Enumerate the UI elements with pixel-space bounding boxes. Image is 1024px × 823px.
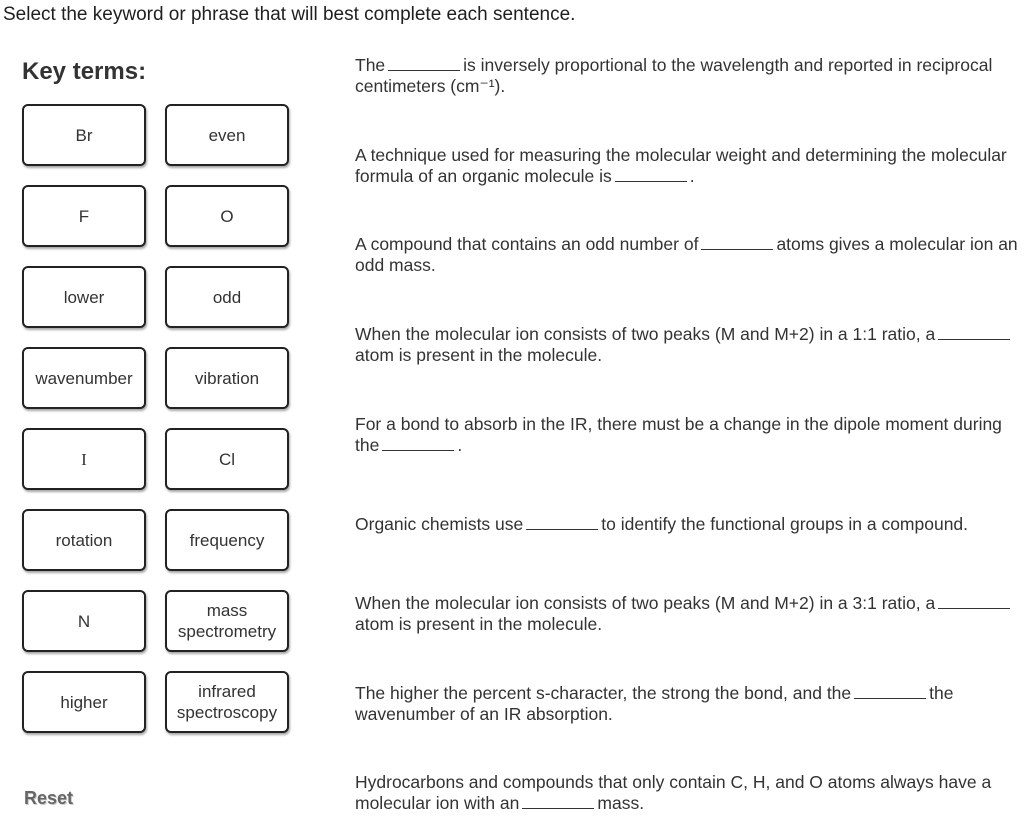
answer-blank[interactable] [388,56,460,71]
term-wavenumber[interactable] [22,347,146,409]
term-label: vibration [194,368,260,388]
sentence-text-after: mass. [597,793,645,813]
answer-blank[interactable] [854,684,926,699]
term-odd[interactable] [165,266,289,328]
sentence-text-before: When the molecular ion consists of two peaks (M and M+2) in a 1:1 ratio, a [355,324,936,344]
reset-button[interactable]: Reset [24,788,74,808]
sentence-text-after: atom is present in the molecule. [355,614,603,634]
term-label: F [78,206,90,226]
term-label-line1: mass [206,601,248,620]
term-label-line1: infrared [198,682,256,701]
sentence-text-after: is inversely proportional to the wavelength and reported in reciprocal centimeters (cm⁻¹). [355,55,993,96]
term-lower[interactable] [22,266,146,328]
term-br[interactable] [22,104,146,166]
sentence-text-before: Organic chemists use [355,514,524,534]
sentence-text-after: atom is present in the molecule. [355,345,603,365]
answer-blank[interactable] [522,794,594,809]
term-label: lower [63,287,105,307]
term-label: N [77,611,91,631]
instructions-text: Select the keyword or phrase that will best complete each sentence. [3,4,576,25]
term-i[interactable] [22,428,146,490]
term-n[interactable] [22,590,146,652]
sentence-text-after: . [457,435,463,455]
term-cl[interactable] [165,428,289,490]
term-f[interactable] [22,185,146,247]
sentence-1 [355,55,1020,97]
sentence-text-before: Hydrocarbons and compounds that only contain C, H, and O atoms always have a molecular ion with an [355,772,992,813]
sentence-3 [355,234,1020,276]
term-vibration[interactable] [165,347,289,409]
sentence-text-after: atoms gives a molecular ion an odd mass. [355,234,1018,275]
answer-blank[interactable] [701,235,773,250]
term-label: wavenumber [35,368,133,388]
term-even[interactable] [165,104,289,166]
term-label: higher [60,692,108,712]
sentence-text-before: A technique used for measuring the molecular weight and determining the molecular formula of an organic molecule is [355,145,1007,186]
term-label: even [208,125,246,145]
term-label: I [81,449,87,469]
sentence-text-before: The [355,55,386,75]
sentence-text-after: the wavenumber of an IR absorption. [355,683,954,724]
sentence-7 [355,593,1020,635]
term-label: frequency [189,530,265,550]
term-label: Cl [218,449,236,469]
term-mass-spectrometry[interactable] [165,590,289,652]
sentence-text-before: A compound that contains an odd number of [355,234,699,254]
term-label-line2: spectrometry [177,622,277,641]
sentence-6 [355,514,1020,535]
sentence-text-before: When the molecular ion consists of two peaks (M and M+2) in a 3:1 ratio, a [355,593,936,613]
sentence-text-before: For a bond to absorb in the IR, there must be a change in the dipole moment during the [355,414,1002,455]
answer-blank[interactable] [938,594,1010,609]
term-infrared-spectroscopy[interactable] [165,671,289,733]
term-higher[interactable] [22,671,146,733]
sentence-9 [355,772,1020,814]
term-label: rotation [55,530,113,550]
sentence-text-after: to identify the functional groups in a compound. [601,514,969,534]
term-label: O [220,206,234,226]
term-o[interactable] [165,185,289,247]
sentence-8 [355,683,1020,725]
term-label: Br [75,125,93,145]
key-terms-heading: Key terms: [22,58,147,85]
term-label-line2: spectroscopy [176,703,278,722]
sentence-2 [355,145,1020,187]
sentence-text-after: . [689,166,695,186]
answer-blank[interactable] [615,167,687,182]
term-frequency[interactable] [165,509,289,571]
sentence-4 [355,324,1020,366]
answer-blank[interactable] [382,436,454,451]
answer-blank[interactable] [526,515,598,530]
term-label: odd [212,287,242,307]
answer-blank[interactable] [938,325,1010,340]
sentence-5 [355,414,1020,456]
term-rotation[interactable] [22,509,146,571]
sentence-text-before: The higher the percent s-character, the strong the bond, and the [355,683,852,703]
